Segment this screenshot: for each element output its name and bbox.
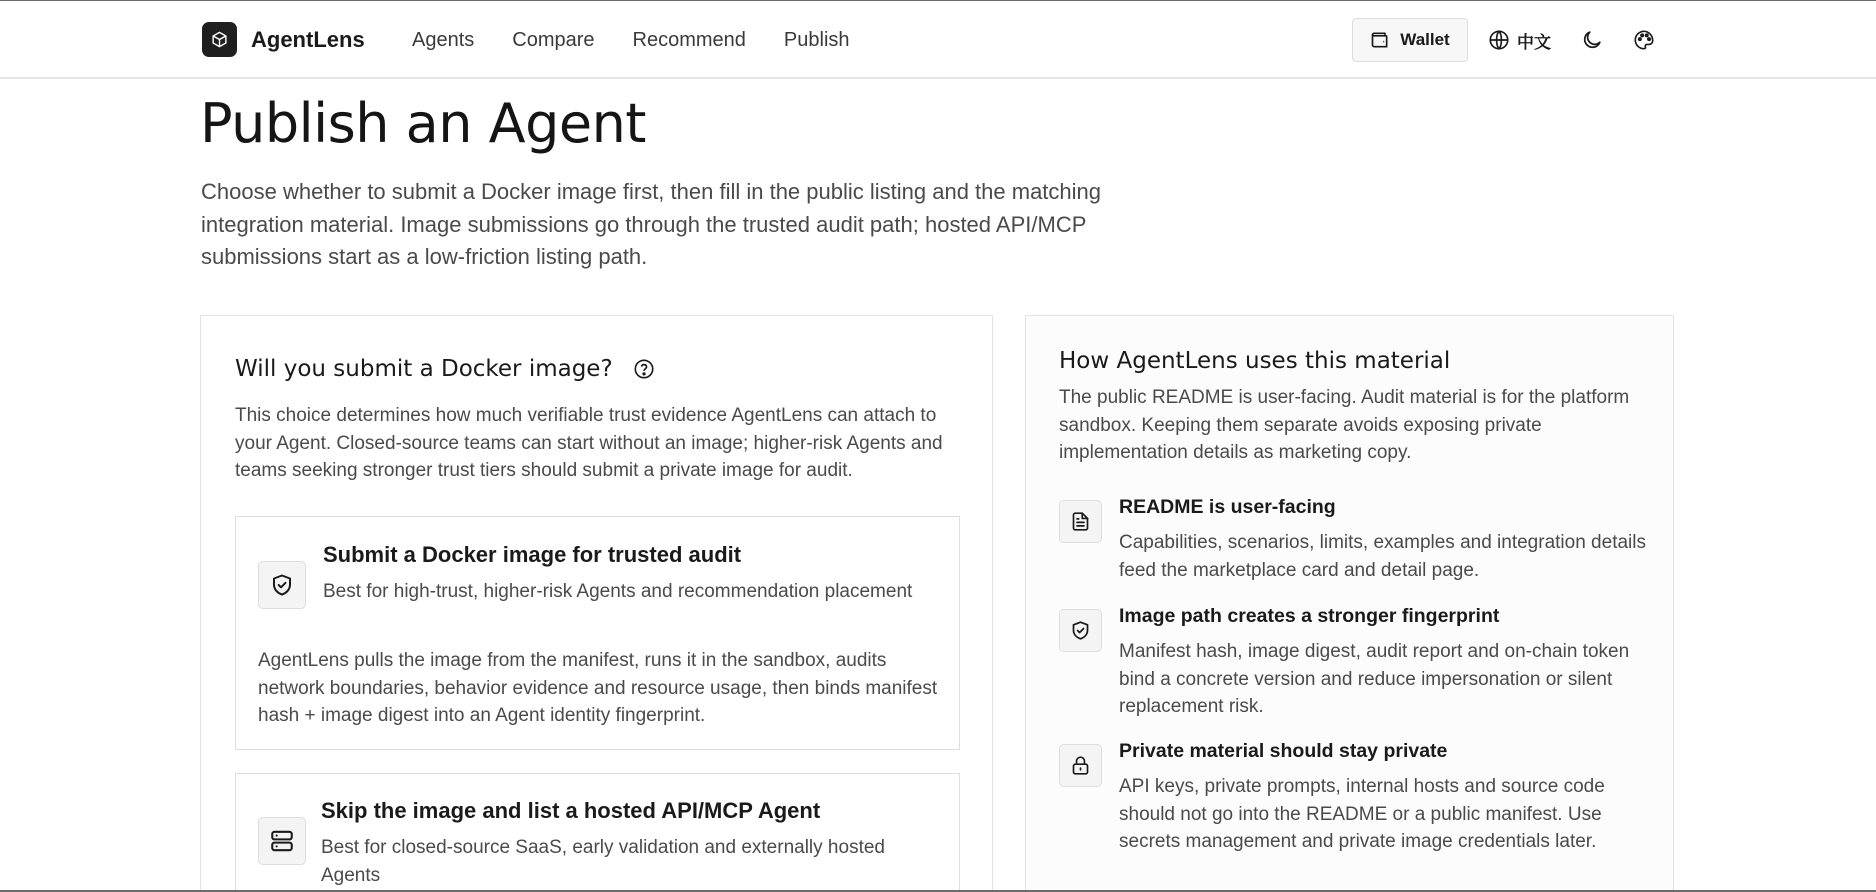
option-submit-docker-image[interactable] — [235, 516, 960, 750]
option-title: Skip the image and list a hosted API/MCP Agent — [321, 798, 821, 823]
info-item-description: Manifest hash, image digest, audit report and on-chain token bind a concrete version and reduce impersonation or silent replacement risk. — [1119, 641, 1630, 717]
palette-button[interactable] — [1633, 29, 1655, 51]
moon-icon — [1581, 29, 1603, 51]
option-hosted-api-mcp[interactable] — [235, 773, 960, 892]
nav-agents[interactable]: Agents — [412, 29, 475, 51]
docker-question-description: This choice determines how much verifiable trust evidence AgentLens can attach to your Agent. Closed-source teams can start without an image; higher-risk Agents and teams seeking stronger trust tiers should submit a private image for audit. — [235, 405, 943, 481]
wallet-label: Wallet — [1400, 30, 1450, 49]
brand-logo-icon — [202, 22, 237, 57]
info-item-description: Capabilities, scenarios, limits, examples and integration details feed the marketplace card and detail page. — [1119, 532, 1646, 581]
server-icon — [258, 817, 306, 865]
brand-name: AgentLens — [251, 26, 365, 52]
lock-icon — [1059, 744, 1102, 787]
option-title: Submit a Docker image for trusted audit — [323, 542, 742, 567]
header-tools — [1352, 18, 1655, 62]
info-item-title: Private material should stay private — [1119, 740, 1448, 762]
brand-home-link[interactable] — [202, 22, 365, 57]
shield-check-icon — [258, 561, 306, 609]
material-info-title: How AgentLens uses this material — [1059, 348, 1451, 374]
material-info-description: The public README is user-facing. Audit material is for the platform sandbox. Keeping them separate avoids exposing private implementation details as marketing copy. — [1059, 387, 1630, 463]
page-title: Publish an Agent — [200, 92, 646, 155]
page-description: Choose whether to submit a Docker image first, then fill in the public listing and the matching integration material. Image submissions go through the trusted audit path; hosted API/MCP submissions start as a low-friction listing path. — [201, 179, 1102, 269]
document-icon — [1059, 500, 1102, 543]
info-item-description: API keys, private prompts, internal hosts and source code should not go into the README or a public manifest. Use secrets management and private image credentials later. — [1119, 776, 1605, 852]
wallet-icon — [1370, 30, 1390, 50]
language-switch[interactable] — [1488, 28, 1551, 53]
material-info-card — [1025, 315, 1674, 892]
docker-question — [235, 356, 655, 382]
docker-question-label: Will you submit a Docker image? — [235, 356, 613, 382]
docker-choice-card — [200, 315, 993, 892]
info-item-title: Image path creates a stronger fingerprint — [1119, 605, 1500, 627]
help-icon[interactable] — [633, 358, 655, 380]
info-item-title: README is user-facing — [1119, 496, 1336, 518]
shield-check-icon — [1059, 609, 1102, 652]
main-nav — [412, 29, 888, 52]
option-subtitle: Best for closed-source SaaS, early validation and externally hosted Agents — [321, 837, 885, 886]
top-nav-bar — [0, 0, 1876, 79]
option-subtitle: Best for high-trust, higher-risk Agents and recommendation placement — [323, 581, 913, 602]
nav-compare[interactable]: Compare — [512, 29, 595, 51]
language-label: 中文 — [1517, 32, 1551, 52]
wallet-button[interactable] — [1352, 18, 1468, 62]
option-body: AgentLens pulls the image from the manifest, runs it in the sandbox, audits network boundaries, behavior evidence and resource usage, then binds manifest hash + image digest into an Agent identity fingerprint. — [258, 650, 938, 726]
palette-icon — [1633, 29, 1655, 51]
globe-icon — [1488, 29, 1510, 51]
nav-publish[interactable]: Publish — [783, 29, 850, 51]
nav-recommend[interactable]: Recommend — [632, 29, 746, 51]
theme-toggle-button[interactable] — [1581, 29, 1603, 51]
